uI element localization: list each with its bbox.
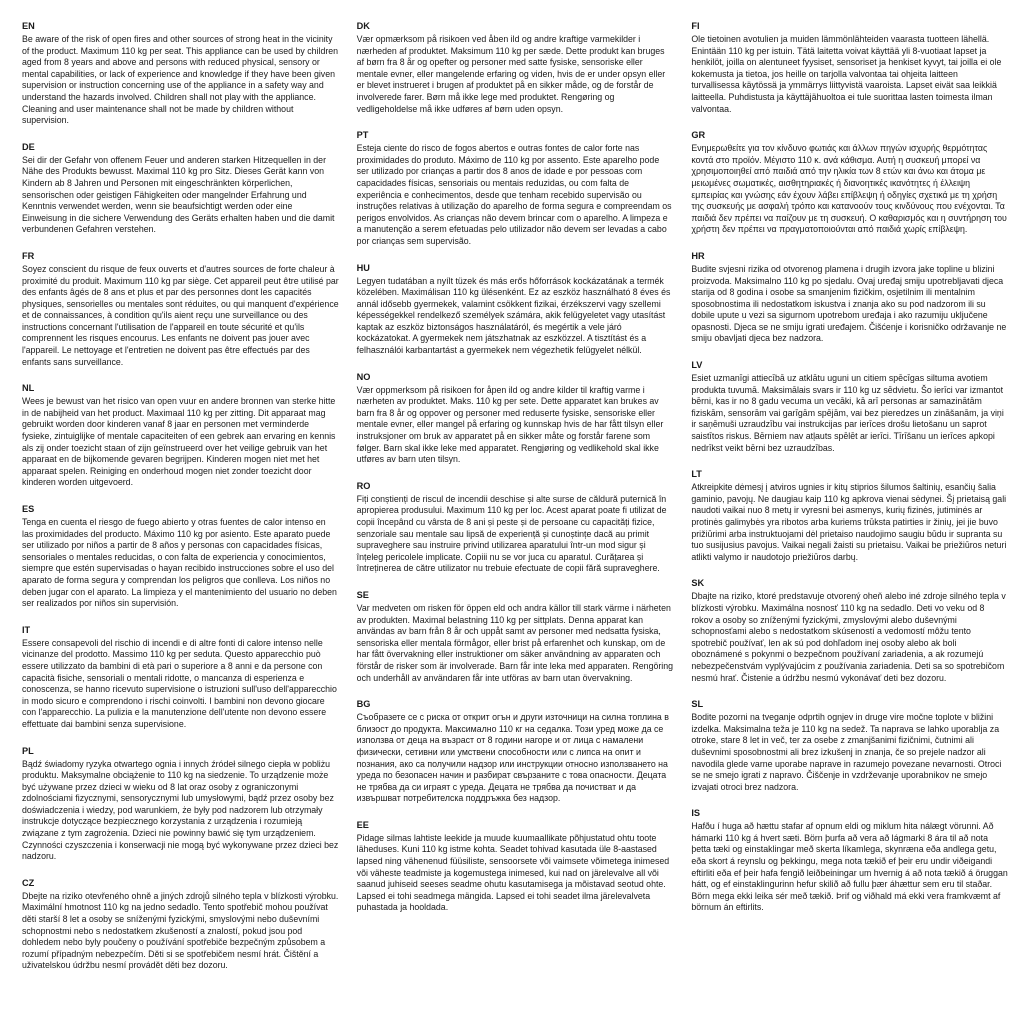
language-section-lt <box>691 468 1008 563</box>
section-text: Wees je bewust van het risico van open vuur en andere bronnen van sterke hitte in de nabijheid van het product. Maximaal 110 kg per zitting. Dit apparaat mag gebruikt worden door kinderen vanaf 8 jaar en personen met verminderde fysieke, zintuiglijke of mentale capaciteiten of een gebrek aan ervaring en kennis als zij onder toezicht staan of zijn geïnstrueerd over het veilige gebruik van het apparaat en de bijkomende gevaren begrijpen. Kinderen mogen niet met het apparaat spelen. Reiniging en onderhoud mogen niet zonder toezicht door kinderen worden uitgevoerd. <box>22 396 336 488</box>
language-section-nl <box>22 382 339 489</box>
language-code: IT <box>22 624 31 635</box>
section-text: Dbajte na riziko, ktoré predstavuje otvorený oheň alebo iné zdroje silného tepla v blízkosti výrobku. Maximálna nosnosť 110 kg na sedadlo. Deti vo veku od 8 rokov a osoby so zníženými fyzickými, zmyslovými alebo duševnými schopnosťami alebo s nedostatkom skúseností a vedomostí môžu tento spotrebič používať, len ak sú pod dohľadom inej osoby alebo ak boli oboznámené s pokynmi o bezpečnom používaní zariadenia, a ak rozumejú nebezpečenstvám vyplývajúcim z používania zariadenia. Deti sa so spotrebičom nesmú hrať. Čistenie a údržbu nesmú vykonávať deti bez dozoru. <box>691 591 1006 683</box>
language-section-es <box>22 503 339 610</box>
language-section-cz <box>22 877 339 972</box>
language-section-hu <box>357 262 674 357</box>
language-code: NL <box>22 383 35 394</box>
language-section-ro <box>357 480 674 575</box>
language-section-no <box>357 371 674 466</box>
section-text: Fiți conștienți de riscul de incendii deschise și alte surse de căldură puternică în apropierea produsului. Maximum 110 kg per loc. Acest aparat poate fi utilizat de copii începând cu vârsta de 8 ani și peste și de persoane cu capacități fizice, senzoriale sau mentale sau lipsă de experiență și cunoștințe dacă au primit supraveghere sau instruire privind utilizarea aparatului într-un mod sigur și înțeleg pericolele implicate. Copiii nu se vor juca cu aparatul. Curățarea și întreținerea de către utilizator nu trebuie efectuate de copii fără supraveghere. <box>356 493 667 574</box>
language-section-lv <box>691 359 1008 454</box>
column-3 <box>691 20 1008 1010</box>
language-code: NO <box>356 371 371 382</box>
language-code: PL <box>22 745 34 756</box>
section-text: Bodite pozorni na tveganje odprtih ognjev in druge vire močne toplote v bližini izdelka. Maksimalna teža je 110 kg na sedež. Ta naprava se lahko uporablja za otroke, stare 8 let in več, ter za osebe z zmanjšanimi fizičnimi, čutnimi ali duševnimi sposobnostmi ali brez izkušenj in znanja, če so prejele nadzor ali navodila glede varne uporabe naprave in razumejo povezane nevarnosti. Otroci se ne smejo igrati z napravo. Čiščenje in vzdrževanje uporabnikov ne smejo izvajati otroci brez nadzora. <box>691 712 1002 792</box>
section-text: Esteja ciente do risco de fogos abertos e outras fontes de calor forte nas proximidades do produto. Máximo de 110 kg por assento. Este aparelho pode ser utilizado por crianças a partir dos 8 anos de idade e por pessoas com capacidades físicas, sensoriais ou mentais reduzidas, ou com falta de experiência e conhecimentos, desde que tenham recebido supervisão ou instruções relativas à utilização do aparelho de forma segura e compreendam os perigos envolvidos. As crianças não devem brincar com o aparelho. A limpeza e a manutenção a serem efetuadas pelo utilizador não devem ser levadas a cabo por crianças sem supervisão. <box>356 143 672 246</box>
section-text: Essere consapevoli del rischio di incendi e di altre fonti di calore intenso nelle vicinanze del prodotto. Massimo 110 kg per seduta. Questo apparecchio può essere utilizzato da bambini di età pari o superiore a 8 anni e da persone con capacità fisiche, sensoriali o mentali ridotte, o mancanza di esperienza e conoscenza, se hanno ricevuto supervisione o istruzioni sull'uso dell'apparecchio in modo sicuro e comprendono i rischi coinvolti. I bambini non devono giocare con l'apparecchio. La pulizia e la manutenzione dell'utente non devono essere effettuate dai bambini senza supervisione. <box>22 637 337 729</box>
section-text: Tenga en cuenta el riesgo de fuego abierto y otras fuentes de calor intenso en las proximidades del producto. Máximo 110 kg por asiento. Este aparato puede ser utilizado por niños a partir de 8 años y personas con capacidades físicas, sensoriales o mentales reducidas, o con falta de experiencia y conocimientos, siempre que estén supervisadas o hayan recibido instrucciones sobre el uso del aparato de forma segura y comprendan los peligros que conlleva. Los niños no deben jugar con el aparato. La limpieza y el mantenimiento del usuario no deben ser realizados por niños sin supervisión. <box>22 517 337 609</box>
language-section-sk <box>691 577 1008 684</box>
language-code: LT <box>691 469 702 480</box>
language-section-gr <box>691 129 1008 236</box>
section-text: Atkreipkite dėmesį į atviros ugnies ir kitų stiprios šilumos šaltinių, esančių šalia gaminio, pavojų. Ne daugiau kaip 110 kg apkrova vienai sėdynei. Šį prietaisą gali naudoti vaikai nuo 8 metų ir vyresni bei asmenys, kurių fizinės, jutiminės ar protinės galimybės yra ribotos arba kuriems trūksta patirties ir žinių, jei jie buvo prižiūrimi arba instruktuojami dėl prietaiso naudojimo saugiu būdu ir supranta su tuo susijusius pavojus. Vaikai negali žaisti su prietaisu. Vaikai be priežiūros neturi atlikti valymo ir naudotojo priežiūros darbų. <box>691 482 1007 562</box>
section-text: Soyez conscient du risque de feux ouverts et d'autres sources de forte chaleur à proximité du produit. Maximum 110 kg par siège. Cet appareil peut être utilisé par des enfants âgés de 8 ans et plus et par des personnes dont les capacités physiques, sensorielles ou mentales sont réduites, ou qui manquent d'expérience et de connaissances, à condition qu'ils aient reçu une surveillance ou des instructions concernant l'utilisation de l'appareil en toute sécurité et qu'ils comprennent les risques encourus. Les enfants ne doivent pas jouer avec l'appareil. Le nettoyage et l'entretien ne doivent pas être effectués par des enfants sans surveillance. <box>22 263 339 367</box>
section-text: Vær opmærksom på risikoen ved åben ild og andre kraftige varmekilder i nærheden af produktet. Maksimum 110 kg per sæde. Dette produkt kan bruges af børn fra 8 år og opefter og personer med satte fysiske, sensoriske eller mentale evner, eller mangelende erfaring og viden, hvis de er under opsyn eller er blevet instrueret i brugen af produktet på en sikker måde, og de forstår de involverede farer. Børn må ikke lege med produktet. Rengøring og vedligeholdelse må ikke udføres af børn uden opsyn. <box>356 34 666 114</box>
section-text: Bądź świadomy ryzyka otwartego ognia i innych źródeł silnego ciepła w pobliżu produktu. Maksymalne obciążenie to 110 kg na siedzenie. To urządzenie może być używane przez dzieci w wieku od 8 lat oraz osoby z ograniczonymi zdolnościami fizycznymi, sensorycznymi lub umysłowymi, bądź przez osoby bez doświadczenia i wiedzy, pod warunkiem, że były pod nadzorem lub otrzymały instrukcje dotyczące bezpiecznego korzystania z urządzenia i rozumieją związane z tym zagrożenia. Dzieci nie powinny bawić się tym urządzeniem. Czynności czyszczenia i konserwacji nie mogą być wykonywane przez dzieci bez nadzoru. <box>22 758 339 862</box>
language-code: PT <box>356 130 369 141</box>
language-section-se <box>357 589 674 684</box>
language-section-hr <box>691 250 1008 345</box>
language-section-bg <box>357 698 674 805</box>
section-text: Sei dir der Gefahr von offenem Feuer und anderen starken Hitzequellen in der Nähe des Produkts bewusst. Maximal 110 kg pro Sitz. Dieses Gerät kann von Kindern ab 8 Jahren und Personen mit eingeschränkten körperlichen, sensorischen oder geistigen Fähigkeiten oder mangelnder Erfahrung und Kenntnis verwendet werden, wenn sie beaufsichtigt werden oder eine Einweisung in die sichere Verwendung des Geräts erhalten haben und die damit verbundenen Gefahren verstehen. <box>22 154 335 235</box>
language-code: IS <box>691 808 701 819</box>
language-code: HR <box>691 250 705 261</box>
language-section-is <box>691 807 1008 914</box>
language-code: FR <box>22 250 35 261</box>
language-code: SE <box>356 589 369 600</box>
section-text: Legyen tudatában a nyílt tüzek és más erős hőforrások kockázatának a termék közelében. Maximálisan 110 kg ülésenként. Ez az eszköz használható 8 éves és annál idősebb gyermekek, valamint csökkent fizikai, érzékszervi vagy szellemi képességekkel rendelkező személyek számára, akik felügyeletet vagy utasítást kaptak az eszköz biztonságos használatáról, és megértik a vele járó kockázatokat. A gyermekek nem játszhatnak az eszközzel. A tisztítást és a felhasználói karbantartást a gyermekek nem végezhetik felügyelet nélkül. <box>356 275 671 356</box>
language-code: SL <box>691 699 704 710</box>
language-section-de <box>22 141 339 236</box>
language-section-fr <box>22 250 339 368</box>
column-2 <box>357 20 674 1010</box>
section-text: Esiet uzmanīgi attiecībā uz atklātu uguni un citiem spēcīgas siltuma avotiem produkta tuvumā. Maksimālais svars ir 110 kg uz sēdvietu. Šo ierīci var izmantot bērni, kas ir no 8 gadu vecuma un vecāki, kā arī personas ar samazinātām fiziskām, sensorām vai garīgām spējām, vai bez pieredzes un zināšanām, ja viņi ir saņēmuši uzraudzību vai instrukcijas par ierīces drošu lietošanu un saprot saistītos riskus. Bērniem nav atļauts spēlēt ar ierīci. Tīrīšanu un ierīces apkopi nedrīkst veikt bērni bez uzraudzības. <box>691 373 1004 453</box>
language-code: LV <box>691 360 703 371</box>
language-code: EN <box>22 21 35 31</box>
section-text: Budite svjesni rizika od otvorenog plamena i drugih izvora jake topline u blizini proizvoda. Maksimalno 110 kg po sjedalu. Ovaj uređaj smiju upotrebljavati djeca starija od 8 godina i osobe sa smanjenim fizičkim, osjetilnim ili mentalnim sposobnostima ili nedostatkom iskustva i znanja ako su pod nadzorom ili su dobile upute u vezi sa sigurnom upotrebom uređaja i ako razumiju uključene opasnosti. Djeca se ne smiju igrati uređajem. Čišćenje i korisničko održavanje ne smiju obavljati djeca bez nadzora. <box>691 263 1007 344</box>
language-section-dk <box>357 20 674 115</box>
language-code: CZ <box>22 877 35 888</box>
section-text: Ole tietoinen avotulien ja muiden lämmönlähteiden vaarasta tuotteen lähellä. Enintään 110 kg per istuin. Tätä laitetta voivat käyttää yli 8-vuotiaat lapset ja henkilöt, joilla on alentuneet fyysiset, sensoriset ja henkiset kyvyt, tai joilla ei ole kokemusta ja tietoa, jos heille on tarjolla valvontaa tai ohjeita laitteen turvallisessa käytössä ja ymmärrys liittyvistä vaaroista. Lapset eivät saa leikkiä laitteella. Puhdistusta ja käyttäjähuoltoa ei tule suorittaa lasten toimesta ilman valvontaa. <box>691 34 1002 114</box>
section-text: Pidage silmas lahtiste leekide ja muude kuumaallikate põhjustatud ohtu toote läheduses. Kuni 110 kg istme kohta. Seadet tohivad kasutada üle 8-aastased lapsed ning vähenenud füüsiliste, sensoorsete või vaimsete võimetega inimesed või väheste teadmiste ja kogemustega inimesed, kui nad on järelevalve all või saanud juhiseid seeses seadme ohutu kasutamisega ja mõistavad seotud ohte. Lapsed ei tohi seadmega mängida. Lapsed ei tohi seadet ilma järelevalveta puhastada ja hooldada. <box>356 832 670 913</box>
language-code: GR <box>691 130 706 141</box>
section-text: Hafðu í huga að hættu stafar af opnum eldi og miklum hita nálægt vörunni. Að hámarki 110 kg á hvert sæti. Börn þurfa að vera að lágmarki 8 ára til að nota þetta tæki og einstaklingar með skerta líkamlega, skynræna eða andlega getu, eða skort á reynslu og þekkingu, mega nota tækið ef þeir eru undir viðeigandi eftirliti eða ef þeir hafa fengið leiðbeiningar um hvernig á að nota tækið á öruggan hátt, og ef einstaklingurinn hefur skilið að fullu þær áhættur sem eru til staðar. Börn mega ekki leika sér með tækið. Þrif og viðhald má ekki vera framkvæmt af börnum án eftirlits. <box>691 821 1008 913</box>
section-text: Съобразете се с риска от открит огън и други източници на силна топлина в близост до продукта. Максимално 110 кг на седалка. Този уред може да се използва от деца на възраст от 8 години нагоре и от лица с намалени физически, сетивни или умствени способности или с липса на опит и познания, ако са получили надзор или инструкции относно използването на уреда по безопасен начин и разбират свързаните с това опасности. Децата не трябва да си играят с уреда. Децата не трябва да почистват и да извършват потребителска поддръжка без надзор. <box>356 712 669 804</box>
language-section-fi <box>691 20 1008 115</box>
column-1 <box>22 20 339 1010</box>
language-code: BG <box>356 699 371 710</box>
language-code: DK <box>356 21 370 31</box>
language-code: DE <box>22 141 35 152</box>
language-section-sl <box>691 698 1008 793</box>
language-code: ES <box>22 504 35 514</box>
language-section-en <box>22 20 339 127</box>
language-code: SK <box>691 578 705 589</box>
language-section-ee <box>357 819 674 914</box>
language-code: HU <box>356 262 370 273</box>
language-section-it <box>22 624 339 731</box>
language-section-pl <box>22 745 339 863</box>
section-text: Be aware of the risk of open fires and other sources of strong heat in the vicinity of the product. Maximum 110 kg per seat. This appliance can be used by children aged from 8 years and above and persons with reduced physical, sensory or mental capabilities, or lack of experience and knowledge if they have been given supervision or instruction concerning use of the appliance in a safety way and understand the hazards involved. Children shall not play with the appliance. Cleaning and user maintenance shall not be made by children without supervision. <box>22 34 339 126</box>
language-code: EE <box>356 819 369 830</box>
language-code: RO <box>356 480 371 491</box>
language-code: FI <box>691 21 700 31</box>
section-text: Ενημερωθείτε για τον κίνδυνο φωτιάς και άλλων πηγών ισχυρής θερμότητας κοντά στο προϊόν. Μέγιστο 110 κ. ανά κάθισμα. Αυτή η συσκευή μπορεί να χρησιμοποιηθεί από παιδιά από την ηλικία των 8 ετών και άνω και άτομα με μειωμένες σωματικές, αισθητηριακές ή διανοητικές ικανότητες ή έλλειψη εμπειρίας και γνώσης εάν έχουν λάβει επίβλεψη ή οδηγίες σχετικά με τη χρήση της συσκευής με ασφαλή τρόπο και κατανοούν τους κινδύνους που ενέχονται. Τα παιδιά δεν πρέπει να παίζουν με τη συσκευή. Ο καθαρισμός και η συντήρηση του χρήστη δεν πρέπει να πραγματοποιούνται από παιδιά χωρίς επίβλεψη. <box>691 143 1007 235</box>
language-section-pt <box>357 129 674 247</box>
section-text: Var medveten om risken för öppen eld och andra källor till stark värme i närheten av produkten. Maximal belastning 110 kg per sittplats. Denna apparat kan användas av barn från 8 år och uppåt samt av personer med nedsatta fysiska, sensoriska eller mentala förmågor, eller brist på erfarenhet och kunskap, om de har fått övervakning eller instruktioner om säker användning av apparaten och förstår de risker som är involverade. Barn får inte leka med apparaten. Rengöring och underhåll av användaren får inte utföras av barn utan övervakning. <box>356 602 674 683</box>
safety-instructions-page <box>22 20 1008 1010</box>
section-text: Vær oppmerksom på risikoen for åpen ild og andre kilder til kraftig varme i nærheten av produktet. Maks. 110 kg per sete. Dette apparatet kan brukes av barn fra 8 år og oppover og personer med reduserte fysiske, sensoriske eller mentale evner, eller mangel på erfaring og kunnskap hvis de har fått tilsyn eller instruksjoner om bruk av apparatet på en sikker måte og forstår farene som følger. Barn skal ikke leke med apparatet. Rengjøring og vedlikehold skal ikke utføres av barn uten tilsyn. <box>356 384 664 465</box>
section-text: Dbejte na riziko otevřeného ohně a jiných zdrojů silného tepla v blízkosti výrobku. Maximální hmotnost 110 kg na jedno sedadlo. Tento spotřebič mohou používat děti starší 8 let a osoby se sníženými fyzickými, smyslovými nebo duševními schopnostmi nebo s nedostatkem zkušeností a znalostí, pokud jsou pod dohledem nebo byly poučeny o používání spotřebiče bezpečným způsobem a rozumí případným nebezpečím. Děti si se spotřebičem nesmí hrát. Čištění a uživatelskou údržbu nesmí provádět děti bez dozoru. <box>22 890 339 971</box>
